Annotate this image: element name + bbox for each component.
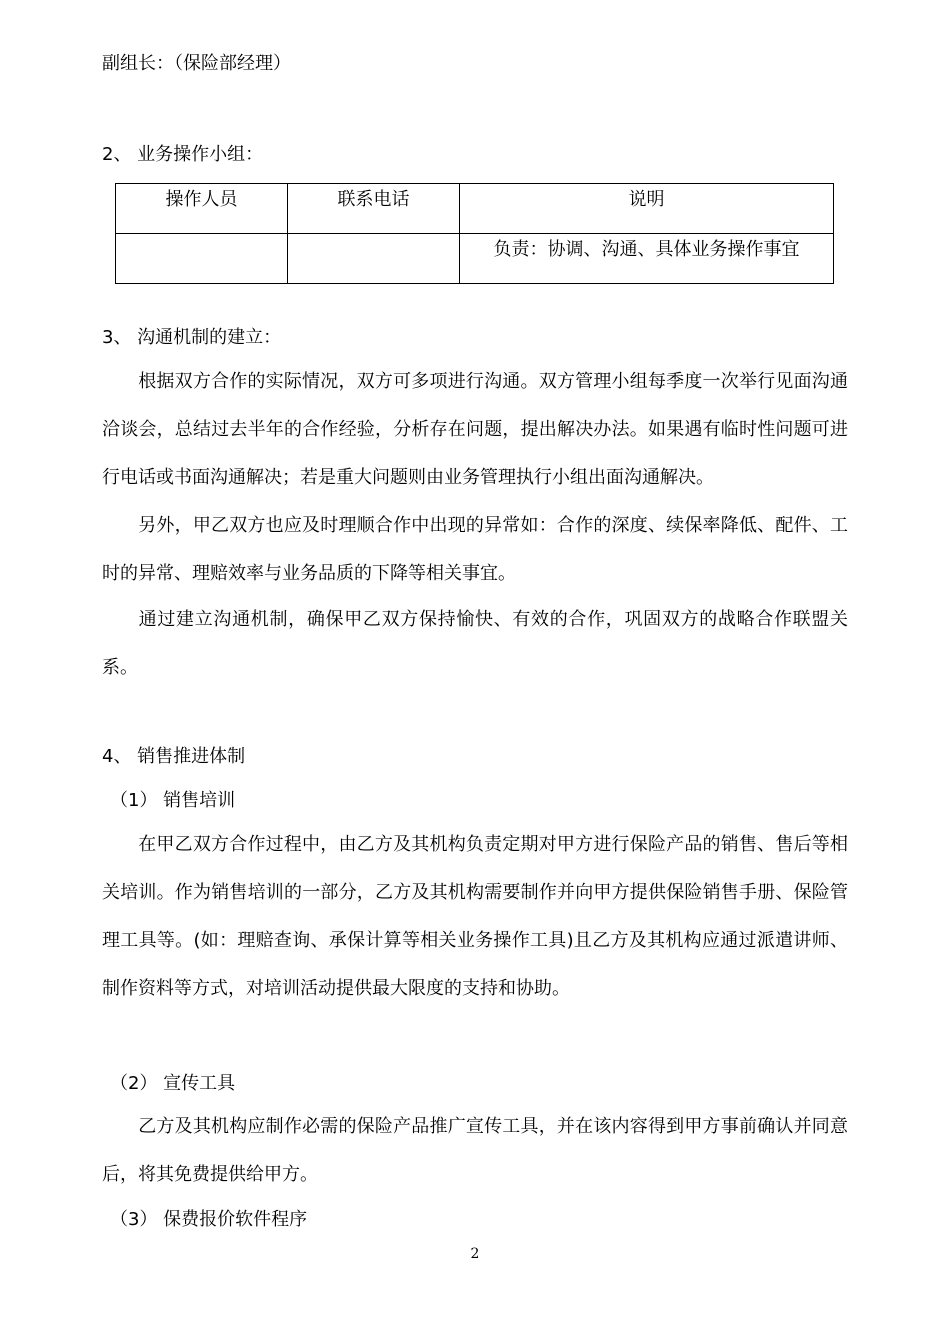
subsection-1-heading: （1） 销售培训 [110,790,236,811]
deputy-leader-line: 副组长：（保险部经理） [102,53,291,74]
page-number: 2 [470,1246,480,1262]
section-3-heading: 3、 沟通机制的建立： [102,327,282,348]
section-2-heading: 2、 业务操作小组： [102,144,264,165]
paragraph-communication-1: 根据双方合作的实际情况，双方可多项进行沟通。双方管理小组每季度一次举行见面沟通洽谈会，总结过去半年的合作经验，分析存在问题，提出解决办法。如果遇有临时性问题可进行电话或书面沟通解决；若是重大问题则由业务管理执行小组出面沟通解决。 [102,371,848,488]
cell-operator [116,234,288,284]
paragraph-communication-2: 另外，甲乙双方也应及时理顺合作中出现的异常如：合作的深度、续保率降低、配件、工时的异常、理赔效率与业务品质的下降等相关事宜。 [102,515,848,584]
table-row [116,234,834,284]
header-description: 说明 [460,184,834,234]
subsection-3-heading: （3） 保费报价软件程序 [110,1209,308,1230]
header-phone: 联系电话 [288,184,460,234]
paragraph-communication-3: 通过建立沟通机制，确保甲乙双方保持愉快、有效的合作，巩固双方的战略合作联盟关系。 [102,609,848,678]
table-header-row [116,184,834,234]
subsection-2-heading: （2） 宣传工具 [110,1073,236,1094]
paragraph-sales-training: 在甲乙双方合作过程中，由乙方及其机构负责定期对甲方进行保险产品的销售、售后等相关培训。作为销售培训的一部分，乙方及其机构需要制作并向甲方提供保险销售手册、保险管理工具等。(如：理赔查询、承保计算等相关业务操作工具)且乙方及其机构应通过派遣讲师、制作资料等方式，对培训活动提供最大限度的支持和协助。 [102,834,848,999]
header-operator: 操作人员 [116,184,288,234]
paragraph-promo-tools: 乙方及其机构应制作必需的保险产品推广宣传工具，并在该内容得到甲方事前确认并同意后，将其免费提供给甲方。 [102,1116,848,1185]
cell-phone [288,234,460,284]
section-4-heading: 4、 销售推进体制 [102,746,246,767]
cell-description: 负责：协调、沟通、具体业务操作事宜 [460,234,834,284]
operations-team-table [115,183,834,284]
